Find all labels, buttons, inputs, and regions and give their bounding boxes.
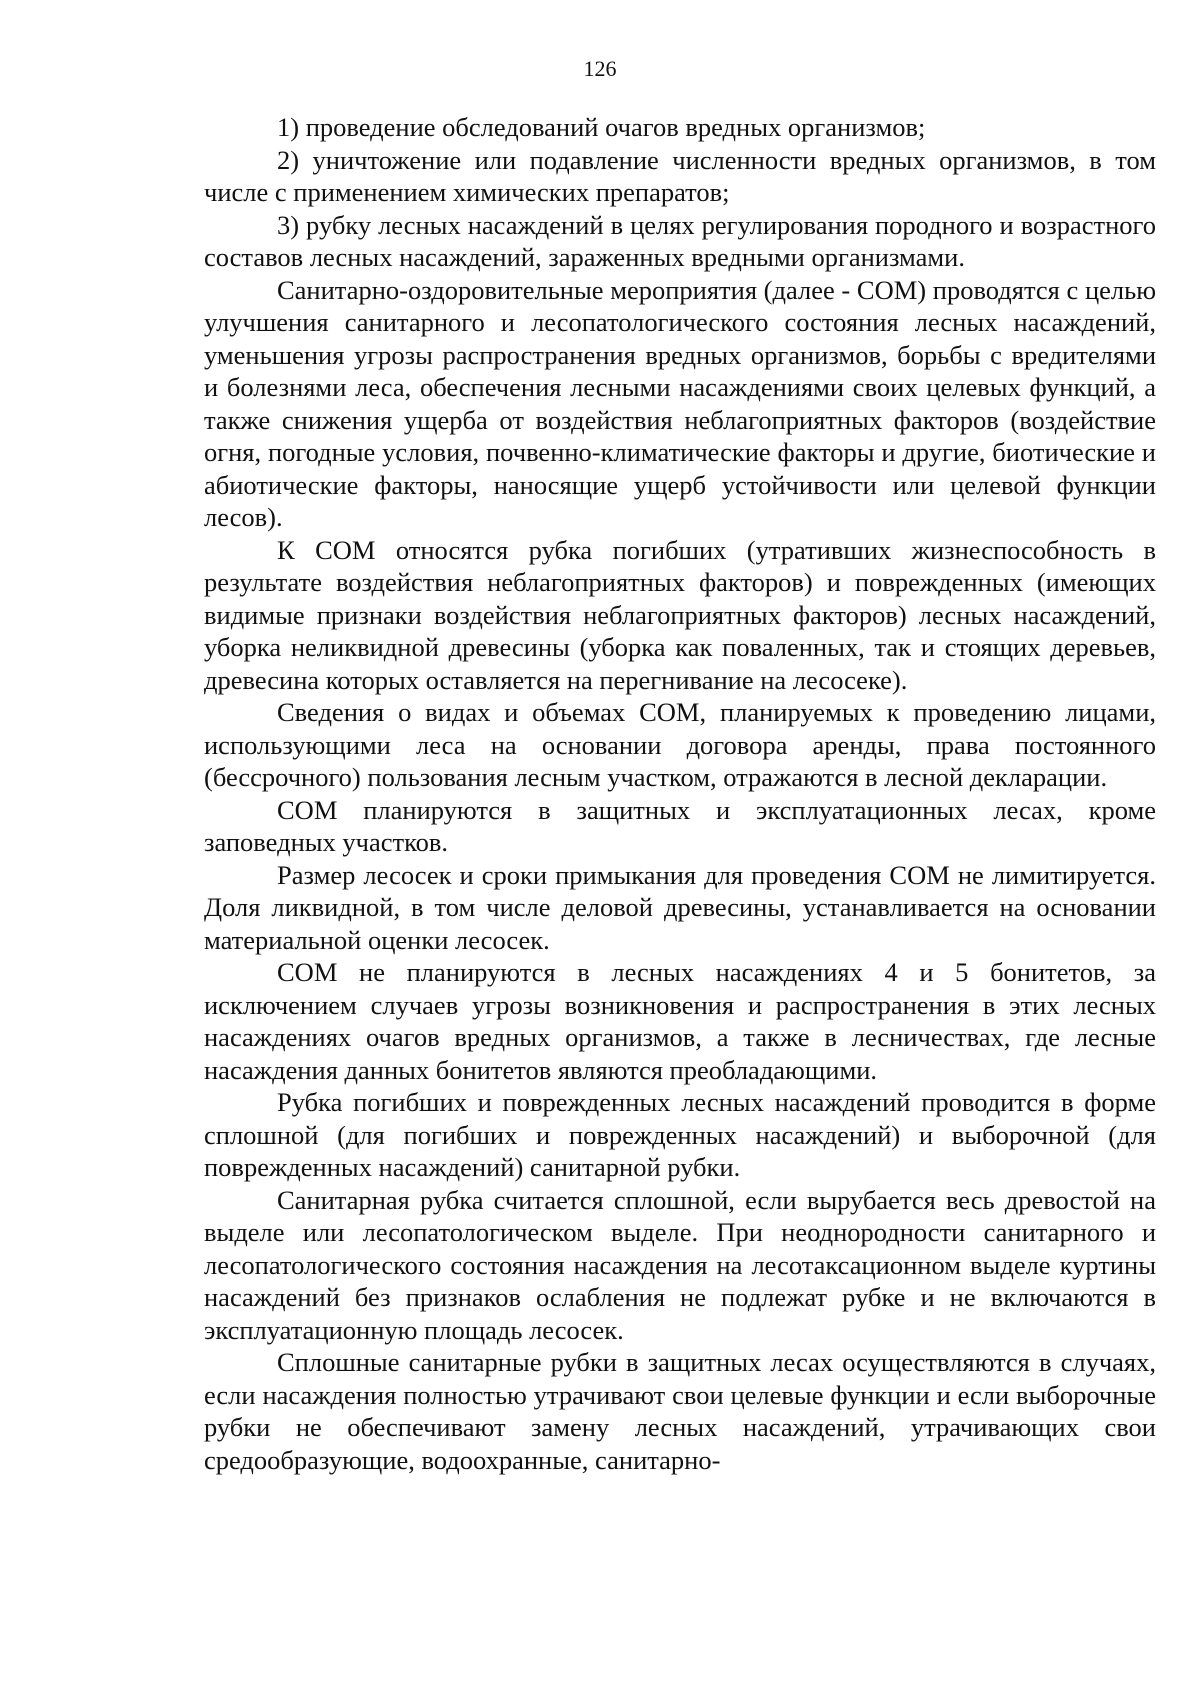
paragraph-6: Сведения о видах и объемах СОМ, планируемых к проведению лицами, использующими леса на основании договора аренды, права постоянного (бессрочного) пользования лесным участком, отражаются в лесной декларации. <box>204 697 1156 792</box>
paragraph-5: К СОМ относятся рубка погибших (утративших жизнеспособность в результате воздействия неблагоприятных факторов) и поврежденных (имеющих видимые признаки воздействия неблагоприятных факторов) лесных насаждений, уборка неликвидной древесины (уборка как поваленных, так и стоящих деревьев, древесина которых оставляется на перегнивание на лесосеке). <box>204 534 1156 695</box>
paragraph-7: СОМ планируются в защитных и эксплуатационных лесах, кроме заповедных участков. <box>204 794 1156 857</box>
page-number: 126 <box>583 56 617 81</box>
paragraph-4: Санитарно-оздоровительные мероприятия (далее - СОМ) проводятся с целью улучшения санитарного и лесопатологического состояния лесных насаждений, уменьшения угрозы распространения вредных организмов, борьбы с вредителями и болезнями леса, обеспечения лесными насаждениями своих целевых функций, а также снижения ущерба от воздействия неблагоприятных факторов (воздействие огня, погодные условия, почвенно-климатические факторы и другие, биотические и абиотические факторы, наносящие ущерб устойчивости или целевой функции лесов). <box>204 274 1156 532</box>
paragraph-12: Сплошные санитарные рубки в защитных лесах осуществляются в случаях, если насаждения полностью утрачивают свои целевые функции и если выборочные рубки не обеспечивают замену лесных насаждений, утрачивающих свои средообразующие, водоохранные, санитарно- <box>204 1347 1156 1475</box>
paragraph-11: Санитарная рубка считается сплошной, если вырубается весь древостой на выделе или лесопатологическом выделе. При неоднородности санитарного и лесопатологического состояния насаждения на лесотаксационном выделе куртины насаждений без признаков ослабления не подлежат рубке и не включаются в эксплуатационную площадь лесосек. <box>204 1184 1156 1345</box>
paragraph-9: СОМ не планируются в лесных насаждениях 4 и 5 бонитетов, за исключением случаев угрозы возникновения и распространения в этих лесных насаждениях очагов вредных организмов, а также в лесничествах, где лесные насаждения данных бонитетов являются преобладающими. <box>204 957 1156 1085</box>
paragraph-3: 3) рубку лесных насаждений в целях регулирования породного и возрастного составов лесных насаждений, зараженных вредными организмами. <box>204 209 1156 272</box>
paragraph-8: Размер лесосек и сроки примыкания для проведения СОМ не лимитируется. Доля ликвидной, в том числе деловой древесины, устанавливается на основании материальной оценки лесосек. <box>204 859 1156 955</box>
paragraph-2: 2) уничтожение или подавление численности вредных организмов, в том числе с применением химических препаратов; <box>204 144 1156 207</box>
page-body <box>204 111 1156 1476</box>
paragraph-10: Рубка погибших и поврежденных лесных насаждений проводится в форме сплошной (для погибших и поврежденных насаждений) и выборочной (для поврежденных насаждений) санитарной рубки. <box>204 1087 1156 1182</box>
paragraph-1: 1) проведение обследований очагов вредных организмов; <box>277 112 926 142</box>
